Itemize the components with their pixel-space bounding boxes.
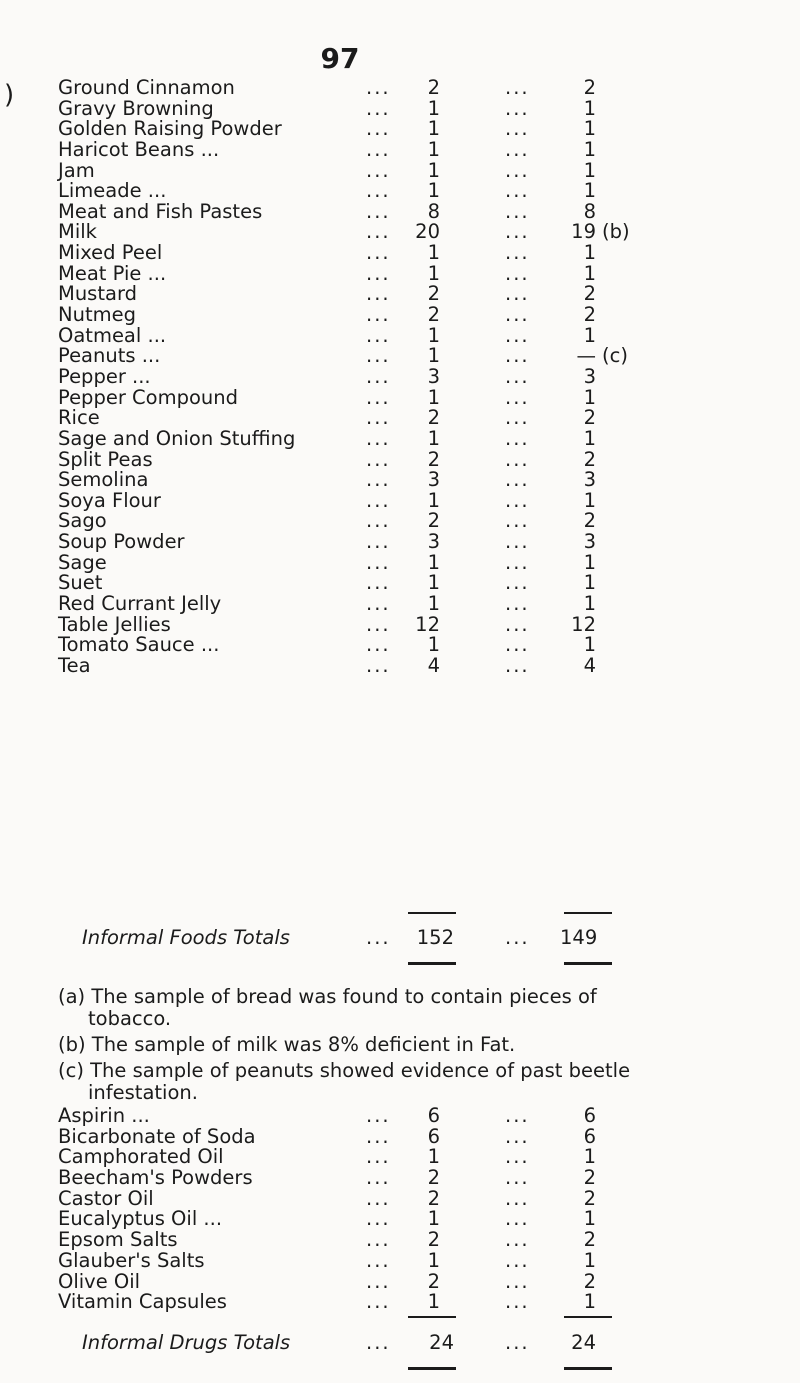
- leader-dots: ...: [366, 364, 391, 388]
- leader-dots: ...: [505, 1290, 530, 1314]
- foods-value-col2: 1: [583, 323, 596, 347]
- foods-value-col1: 1: [427, 117, 440, 141]
- foods-value-col2: 1: [583, 592, 596, 616]
- drugs-item-name: Eucalyptus Oil ...: [58, 1207, 223, 1231]
- leader-dots: ...: [366, 241, 391, 265]
- leader-dots: ...: [366, 385, 391, 409]
- leader-dots: ...: [366, 1290, 391, 1314]
- leader-dots: ...: [366, 158, 391, 182]
- drugs-value-col2: 1: [583, 1207, 596, 1231]
- foods-note-ref: (b): [602, 220, 630, 244]
- foods-value-col2: 19: [571, 220, 596, 244]
- foods-item-name: Pepper Compound: [58, 385, 238, 409]
- leader-dots: ...: [505, 137, 530, 161]
- leader-dots: ...: [505, 550, 530, 574]
- foods-item-name: Haricot Beans ...: [58, 137, 220, 161]
- foods-value-col2: 2: [583, 509, 596, 533]
- foods-value-col1: 1: [427, 137, 440, 161]
- foods-note-ref: (c): [602, 344, 628, 368]
- leader-dots: ...: [505, 261, 530, 285]
- foods-item-name: Sago: [58, 509, 107, 533]
- leader-dots: ...: [366, 137, 391, 161]
- footnotes: [58, 986, 788, 1108]
- leader-dots: ...: [366, 1207, 391, 1231]
- drugs-total-label: Informal Drugs Totals: [82, 1331, 291, 1354]
- footnote-c: (c) The sample of peanuts showed evidence of past beetle infestation.: [58, 1059, 631, 1104]
- leader-dots: ...: [366, 117, 391, 141]
- leader-dots: ...: [366, 303, 391, 327]
- drugs-value-col1: 1: [427, 1290, 440, 1314]
- leader-dots: ...: [366, 633, 391, 657]
- foods-value-col1: 2: [427, 406, 440, 430]
- drugs-item-name: Vitamin Capsules: [58, 1290, 227, 1314]
- leader-dots: ...: [505, 633, 530, 657]
- foods-item-name: Semolina: [58, 468, 149, 492]
- leader-dots: ...: [366, 550, 391, 574]
- leader-dots: ...: [366, 406, 391, 430]
- leader-dots: ...: [366, 509, 391, 533]
- foods-value-col2: 1: [583, 571, 596, 595]
- foods-total-rule-bottom-col1: [408, 962, 456, 965]
- leader-dots: ...: [505, 530, 530, 554]
- drugs-item-name: Bicarbonate of Soda: [58, 1124, 256, 1148]
- leader-dots: ...: [505, 468, 530, 492]
- leader-dots: ...: [505, 344, 530, 368]
- foods-item-name: Milk: [58, 220, 97, 244]
- leader-dots: ...: [505, 303, 530, 327]
- foods-item-name: Meat and Fish Pastes: [58, 199, 263, 223]
- foods-value-col2: 3: [583, 468, 596, 492]
- leader-dots: ...: [505, 1331, 530, 1354]
- drugs-value-col2: 2: [583, 1228, 596, 1252]
- drugs-value-col2: 6: [583, 1104, 596, 1127]
- foods-value-col1: 4: [427, 653, 440, 677]
- leader-dots: ...: [505, 199, 530, 223]
- foods-value-col1: 2: [427, 282, 440, 306]
- leader-dots: ...: [366, 612, 391, 636]
- foods-item-name: Soya Flour: [58, 488, 161, 512]
- drugs-value-col1: 1: [427, 1145, 440, 1169]
- foods-value-col1: 1: [427, 323, 440, 347]
- leader-dots: ...: [366, 468, 391, 492]
- foods-total-label: Informal Foods Totals: [82, 926, 290, 949]
- leader-dots: ...: [505, 1248, 530, 1272]
- drugs-value-col1: 1: [427, 1248, 440, 1272]
- foods-value-col2: 1: [583, 488, 596, 512]
- foods-total-rule-bottom-col2: [564, 962, 612, 965]
- foods-value-col2: 2: [583, 303, 596, 327]
- leader-dots: ...: [366, 1269, 391, 1293]
- foods-value-col2: 2: [583, 76, 596, 99]
- leader-dots: ...: [505, 1228, 530, 1252]
- drugs-total-rule-bottom-col1: [408, 1367, 456, 1370]
- leader-dots: ...: [366, 488, 391, 512]
- foods-item-name: Suet: [58, 571, 103, 595]
- foods-item-name: Nutmeg: [58, 303, 136, 327]
- leader-dots: ...: [366, 199, 391, 223]
- leader-dots: ...: [366, 179, 391, 203]
- foods-item-name: Gravy Browning: [58, 96, 214, 120]
- foods-item-name: Split Peas: [58, 447, 153, 471]
- page-number: 97: [320, 42, 360, 75]
- leader-dots: ...: [366, 344, 391, 368]
- leader-dots: ...: [366, 1228, 391, 1252]
- foods-value-col2: —: [576, 344, 596, 368]
- foods-value-col1: 1: [427, 550, 440, 574]
- drugs-item-name: Camphorated Oil: [58, 1145, 224, 1169]
- foods-value-col1: 1: [427, 344, 440, 368]
- drugs-total-rule-bottom-col2: [564, 1367, 612, 1370]
- drugs-total-rule-top-col1: [408, 1316, 456, 1318]
- foods-item-name: Sage: [58, 550, 107, 574]
- foods-value-col2: 4: [583, 653, 596, 677]
- leader-dots: ...: [505, 96, 530, 120]
- foods-total-rule-top-col1: [408, 912, 456, 914]
- leader-dots: ...: [505, 1145, 530, 1169]
- foods-value-col2: 1: [583, 117, 596, 141]
- leader-dots: ...: [366, 1331, 391, 1354]
- foods-value-col1: 3: [427, 364, 440, 388]
- foods-value-col2: 1: [583, 261, 596, 285]
- drugs-value-col2: 1: [583, 1290, 596, 1314]
- drugs-value-col1: 1: [427, 1207, 440, 1231]
- drugs-item-name: Castor Oil: [58, 1186, 154, 1210]
- leader-dots: ...: [505, 364, 530, 388]
- leader-dots: ...: [505, 612, 530, 636]
- foods-value-col2: 1: [583, 158, 596, 182]
- foods-value-col1: 20: [415, 220, 440, 244]
- foods-value-col1: 1: [427, 488, 440, 512]
- drugs-item-name: Aspirin ...: [58, 1104, 150, 1127]
- drugs-value-col1: 2: [427, 1269, 440, 1293]
- leader-dots: ...: [366, 1166, 391, 1190]
- leader-dots: ...: [505, 158, 530, 182]
- leader-dots: ...: [505, 926, 530, 949]
- leader-dots: ...: [366, 592, 391, 616]
- foods-item-name: Rice: [58, 406, 100, 430]
- leader-dots: ...: [505, 76, 530, 99]
- foods-value-col2: 1: [583, 241, 596, 265]
- foods-item-name: Oatmeal ...: [58, 323, 167, 347]
- drugs-value-col2: 1: [583, 1248, 596, 1272]
- drugs-item-name: Epsom Salts: [58, 1228, 178, 1252]
- leader-dots: ...: [366, 220, 391, 244]
- leader-dots: ...: [366, 653, 391, 677]
- foods-item-name: Table Jellies: [58, 612, 171, 636]
- foods-value-col1: 1: [427, 179, 440, 203]
- foods-item-name: Meat Pie ...: [58, 261, 167, 285]
- foods-item-name: Golden Raising Powder: [58, 117, 282, 141]
- drugs-value-col1: 6: [427, 1124, 440, 1148]
- foods-value-col2: 2: [583, 406, 596, 430]
- drugs-value-col2: 2: [583, 1166, 596, 1190]
- foods-item-name: Jam: [58, 158, 95, 182]
- drugs-value-col1: 2: [427, 1228, 440, 1252]
- leader-dots: ...: [505, 1124, 530, 1148]
- foods-value-col1: 12: [415, 612, 440, 636]
- leader-dots: ...: [366, 96, 391, 120]
- foods-value-col1: 2: [427, 303, 440, 327]
- leader-dots: ...: [505, 1104, 530, 1127]
- leader-dots: ...: [366, 1145, 391, 1169]
- leader-dots: ...: [505, 1186, 530, 1210]
- drugs-item-name: Glauber's Salts: [58, 1248, 205, 1272]
- foods-item-name: Peanuts ...: [58, 344, 161, 368]
- foods-value-col1: 2: [427, 447, 440, 471]
- leader-dots: ...: [505, 653, 530, 677]
- drugs-item-name: Beecham's Powders: [58, 1166, 253, 1190]
- foods-value-col2: 1: [583, 179, 596, 203]
- foods-value-col2: 1: [583, 385, 596, 409]
- drugs-value-col2: 2: [583, 1269, 596, 1293]
- drugs-value-col1: 2: [427, 1166, 440, 1190]
- drugs-total-col2: 24: [571, 1331, 596, 1354]
- leader-dots: ...: [366, 76, 391, 99]
- leader-dots: ...: [505, 179, 530, 203]
- foods-value-col1: 1: [427, 261, 440, 285]
- foods-value-col2: 1: [583, 633, 596, 657]
- leader-dots: ...: [366, 323, 391, 347]
- foods-value-col1: 3: [427, 468, 440, 492]
- leader-dots: ...: [505, 241, 530, 265]
- foods-value-col2: 3: [583, 530, 596, 554]
- foods-value-col1: 2: [427, 76, 440, 99]
- foods-value-col1: 1: [427, 385, 440, 409]
- footnote-a: (a) The sample of bread was found to contain pieces of tobacco.: [58, 985, 597, 1030]
- leader-dots: ...: [505, 509, 530, 533]
- leader-dots: ...: [505, 323, 530, 347]
- leader-dots: ...: [366, 1104, 391, 1127]
- foods-value-col2: 2: [583, 282, 596, 306]
- foods-value-col1: 1: [427, 633, 440, 657]
- leader-dots: ...: [505, 220, 530, 244]
- foods-value-col1: 1: [427, 426, 440, 450]
- foods-value-col1: 1: [427, 158, 440, 182]
- leader-dots: ...: [366, 1186, 391, 1210]
- foods-value-col1: 1: [427, 241, 440, 265]
- foods-value-col2: 1: [583, 96, 596, 120]
- drugs-value-col2: 1: [583, 1145, 596, 1169]
- leader-dots: ...: [505, 592, 530, 616]
- leader-dots: ...: [505, 426, 530, 450]
- leader-dots: ...: [505, 1207, 530, 1231]
- drugs-total-rule-top-col2: [564, 1316, 612, 1318]
- leader-dots: ...: [505, 117, 530, 141]
- foods-item-name: Mixed Peel: [58, 241, 163, 265]
- leader-dots: ...: [366, 530, 391, 554]
- leader-dots: ...: [505, 1166, 530, 1190]
- foods-item-name: Ground Cinnamon: [58, 76, 235, 99]
- drugs-total-col1: 24: [429, 1331, 454, 1354]
- foods-total-rule-top-col2: [564, 912, 612, 914]
- leader-dots: ...: [505, 571, 530, 595]
- foods-item-name: Tomato Sauce ...: [58, 633, 220, 657]
- foods-item-name: Limeade ...: [58, 179, 167, 203]
- foods-value-col2: 1: [583, 137, 596, 161]
- drugs-value-col1: 6: [427, 1104, 440, 1127]
- foods-value-col2: 8: [583, 199, 596, 223]
- foods-value-col1: 3: [427, 530, 440, 554]
- leader-dots: ...: [505, 406, 530, 430]
- foods-item-name: Sage and Onion Stuffing: [58, 426, 296, 450]
- foods-total-col1: 152: [416, 926, 454, 949]
- foods-item-name: Pepper ...: [58, 364, 151, 388]
- leader-dots: ...: [366, 447, 391, 471]
- foods-value-col1: 1: [427, 96, 440, 120]
- foods-value-col1: 2: [427, 509, 440, 533]
- leader-dots: ...: [505, 1269, 530, 1293]
- foods-item-name: Mustard: [58, 282, 137, 306]
- foods-value-col2: 1: [583, 550, 596, 574]
- binding-mark: ): [4, 80, 15, 110]
- foods-value-col2: 2: [583, 447, 596, 471]
- foods-item-name: Tea: [58, 653, 91, 677]
- leader-dots: ...: [366, 571, 391, 595]
- foods-item-name: Soup Powder: [58, 530, 185, 554]
- foods-value-col2: 1: [583, 426, 596, 450]
- leader-dots: ...: [366, 1124, 391, 1148]
- leader-dots: ...: [366, 426, 391, 450]
- leader-dots: ...: [505, 282, 530, 306]
- drugs-item-name: Olive Oil: [58, 1269, 141, 1293]
- leader-dots: ...: [366, 1248, 391, 1272]
- drugs-value-col2: 2: [583, 1186, 596, 1210]
- foods-item-name: Red Currant Jelly: [58, 592, 222, 616]
- foods-total-col2: 149: [560, 926, 598, 949]
- leader-dots: ...: [366, 282, 391, 306]
- foods-value-col1: 1: [427, 571, 440, 595]
- leader-dots: ...: [505, 447, 530, 471]
- drugs-value-col2: 6: [583, 1124, 596, 1148]
- foods-value-col2: 12: [571, 612, 596, 636]
- leader-dots: ...: [366, 261, 391, 285]
- drugs-value-col1: 2: [427, 1186, 440, 1210]
- leader-dots: ...: [366, 926, 391, 949]
- leader-dots: ...: [505, 488, 530, 512]
- footnote-b: (b) The sample of milk was 8% deficient in Fat.: [58, 1033, 516, 1056]
- foods-value-col1: 1: [427, 592, 440, 616]
- foods-value-col1: 8: [427, 199, 440, 223]
- leader-dots: ...: [505, 385, 530, 409]
- foods-value-col2: 3: [583, 364, 596, 388]
